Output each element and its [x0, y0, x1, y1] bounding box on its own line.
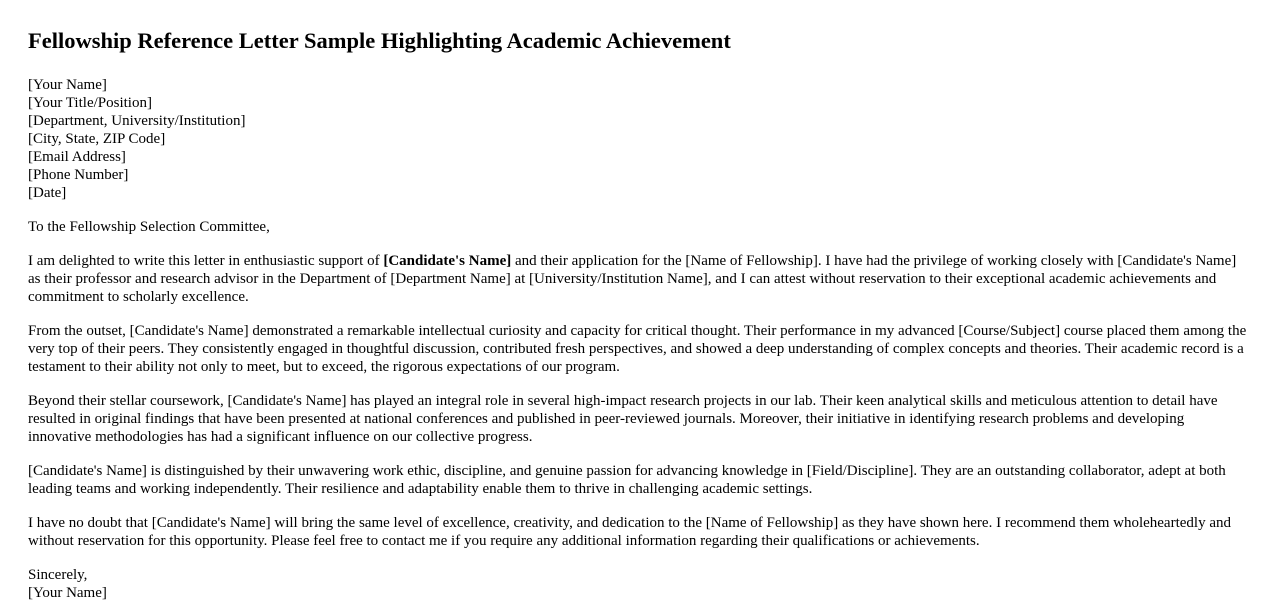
sender-date: [Date]: [28, 185, 67, 201]
paragraph-research: Beyond their stellar coursework, [Candidate's Name] has played an integral role in several high-impact research projects in our lab. Their keen analytical skills and meticulous attention to detail have resulted in original findings that have been presented at national conferences and published in peer-reviewed journals. Moreover, their initiative in identifying research problems and developing innovative methodologies has had a significant influence on our collective progress.: [28, 393, 1218, 445]
paragraph-intro-lead: I am delighted to write this letter in enthusiastic support of: [28, 253, 384, 269]
paragraph-intro-rest: and their application for the [Name of Fellowship]. I have had the privilege of working closely with [Candidate's Name] as their professor and research advisor in the Department of [Department Name] at [University/Institution Name], and I can attest without reservation to their exceptional academic achievements and commitment to scholarly excellence.: [28, 253, 1237, 305]
salutation: To the Fellowship Selection Committee,: [28, 219, 270, 235]
sender-title: [Your Title/Position]: [28, 95, 152, 111]
paragraph-recommendation: I have no doubt that [Candidate's Name] will bring the same level of excellence, creativity, and dedication to the [Name of Fellowship] as they have shown here. I recommend them wholeheartedly and without reservation for this opportunity. Please feel free to contact me if you require any additional information regarding their qualifications or achievements.: [28, 515, 1231, 549]
candidate-name-bold: [Candidate's Name]: [383, 253, 512, 269]
page-title: Fellowship Reference Letter Sample Highlighting Academic Achievement: [28, 28, 731, 53]
signature-name: [Your Name]: [28, 585, 107, 601]
paragraph-intro: [28, 252, 1250, 306]
sender-city: [City, State, ZIP Code]: [28, 131, 166, 147]
sender-name: [Your Name]: [28, 77, 107, 93]
closing-text: Sincerely,: [28, 567, 88, 583]
paragraph-curiosity: From the outset, [Candidate's Name] demonstrated a remarkable intellectual curiosity and capacity for critical thought. Their performance in my advanced [Course/Subject] course placed them among the very top of their peers. They consistently engaged in thoughtful discussion, contributed fresh perspectives, and showed a deep understanding of complex concepts and theories. Their academic record is a testament to their ability not only to meet, but to exceed, the rigorous expectations of our program.: [28, 323, 1247, 375]
sender-department: [Department, University/Institution]: [28, 113, 246, 129]
closing-block: [28, 566, 1250, 601]
sender-phone: [Phone Number]: [28, 167, 129, 183]
paragraph-work-ethic: [Candidate's Name] is distinguished by their unwavering work ethic, discipline, and genuine passion for advancing knowledge in [Field/Discipline]. They are an outstanding collaborator, adept at both leading teams and working independently. Their resilience and adaptability enable them to thrive in challenging academic settings.: [28, 463, 1226, 497]
sender-email: [Email Address]: [28, 149, 126, 165]
sender-block: [28, 76, 1250, 202]
